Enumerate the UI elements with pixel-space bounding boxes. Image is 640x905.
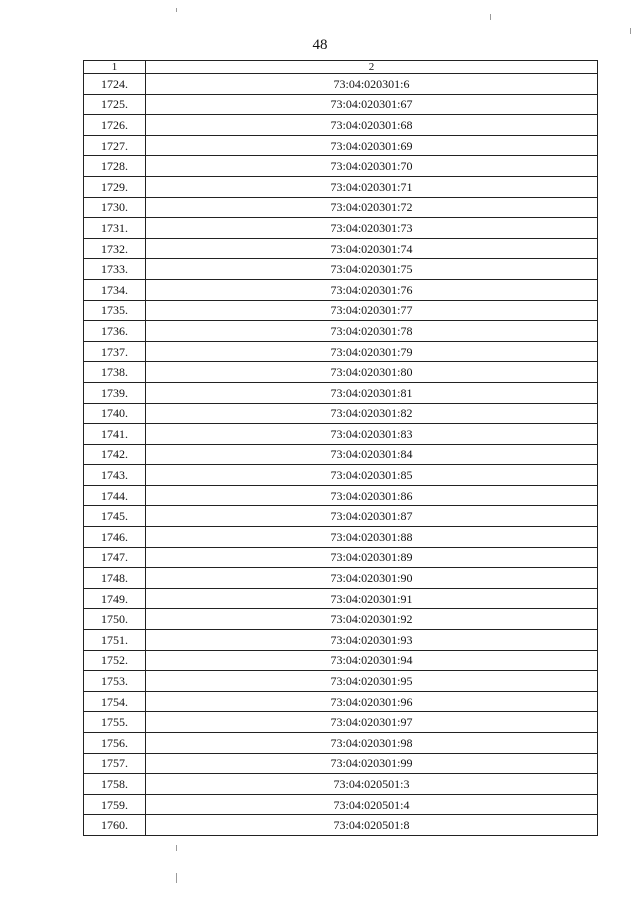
cadastral-number-cell: 73:04:020301:73 <box>146 218 598 239</box>
cadastral-number-cell: 73:04:020301:68 <box>146 115 598 136</box>
cadastral-number-cell: 73:04:020301:77 <box>146 300 598 321</box>
cadastral-number-cell: 73:04:020301:78 <box>146 321 598 342</box>
cadastral-number-cell: 73:04:020501:4 <box>146 794 598 815</box>
table-row <box>84 218 598 239</box>
row-number-cell: 1755. <box>84 712 146 733</box>
table-row <box>84 815 598 836</box>
cadastral-number-cell: 73:04:020301:80 <box>146 362 598 383</box>
row-number-cell: 1740. <box>84 403 146 424</box>
row-number-cell: 1734. <box>84 279 146 300</box>
table-row <box>84 321 598 342</box>
cadastral-number-cell: 73:04:020301:88 <box>146 527 598 548</box>
table-row <box>84 300 598 321</box>
table-row <box>84 197 598 218</box>
row-number-cell: 1741. <box>84 424 146 445</box>
row-number-cell: 1757. <box>84 753 146 774</box>
row-number-cell: 1756. <box>84 733 146 754</box>
row-number-cell: 1725. <box>84 94 146 115</box>
cadastral-number-cell: 73:04:020301:97 <box>146 712 598 733</box>
row-number-cell: 1758. <box>84 774 146 795</box>
table-row <box>84 259 598 280</box>
scan-speck <box>176 8 177 12</box>
table-row <box>84 115 598 136</box>
cadastral-number-cell: 73:04:020301:94 <box>146 650 598 671</box>
cadastral-number-cell: 73:04:020301:86 <box>146 485 598 506</box>
row-number-cell: 1729. <box>84 176 146 197</box>
table-row <box>84 671 598 692</box>
cadastral-number-cell: 73:04:020301:74 <box>146 238 598 259</box>
cadastral-number-cell: 73:04:020301:99 <box>146 753 598 774</box>
column-header-1: 1 <box>84 61 146 74</box>
row-number-cell: 1728. <box>84 156 146 177</box>
row-number-cell: 1749. <box>84 588 146 609</box>
row-number-cell: 1753. <box>84 671 146 692</box>
scan-speck <box>176 873 177 883</box>
row-number-cell: 1727. <box>84 135 146 156</box>
table-row <box>84 156 598 177</box>
cadastral-number-cell: 73:04:020301:67 <box>146 94 598 115</box>
cadastral-number-cell: 73:04:020301:82 <box>146 403 598 424</box>
scan-speck <box>630 28 631 34</box>
header-row <box>84 61 598 74</box>
row-number-cell: 1737. <box>84 341 146 362</box>
table-row <box>84 444 598 465</box>
cadastral-number-cell: 73:04:020301:71 <box>146 176 598 197</box>
table-row <box>84 362 598 383</box>
table-row <box>84 238 598 259</box>
table-row <box>84 527 598 548</box>
table-row <box>84 712 598 733</box>
cadastral-number-cell: 73:04:020301:84 <box>146 444 598 465</box>
row-number-cell: 1731. <box>84 218 146 239</box>
cadastral-number-cell: 73:04:020301:92 <box>146 609 598 630</box>
table-row <box>84 506 598 527</box>
table-row <box>84 691 598 712</box>
table-row <box>84 609 598 630</box>
row-number-cell: 1752. <box>84 650 146 671</box>
cadastral-number-cell: 73:04:020301:79 <box>146 341 598 362</box>
scan-speck <box>176 845 177 851</box>
cadastral-number-cell: 73:04:020301:85 <box>146 465 598 486</box>
row-number-cell: 1735. <box>84 300 146 321</box>
table-row <box>84 774 598 795</box>
cadastral-number-cell: 73:04:020301:87 <box>146 506 598 527</box>
table-row <box>84 176 598 197</box>
cadastral-number-cell: 73:04:020301:90 <box>146 568 598 589</box>
table-row <box>84 547 598 568</box>
row-number-cell: 1750. <box>84 609 146 630</box>
cadastral-number-cell: 73:04:020301:76 <box>146 279 598 300</box>
row-number-cell: 1730. <box>84 197 146 218</box>
cadastral-number-cell: 73:04:020301:6 <box>146 74 598 95</box>
cadastral-number-cell: 73:04:020501:3 <box>146 774 598 795</box>
cadastral-number-cell: 73:04:020301:91 <box>146 588 598 609</box>
row-number-cell: 1746. <box>84 527 146 548</box>
table-row <box>84 403 598 424</box>
cadastral-number-cell: 73:04:020301:72 <box>146 197 598 218</box>
cadastral-number-cell: 73:04:020501:8 <box>146 815 598 836</box>
row-number-cell: 1726. <box>84 115 146 136</box>
table-row <box>84 588 598 609</box>
row-number-cell: 1724. <box>84 74 146 95</box>
table-row <box>84 74 598 95</box>
row-number-cell: 1738. <box>84 362 146 383</box>
column-header-2: 2 <box>146 61 598 74</box>
row-number-cell: 1739. <box>84 382 146 403</box>
cadastral-number-cell: 73:04:020301:89 <box>146 547 598 568</box>
row-number-cell: 1748. <box>84 568 146 589</box>
row-number-cell: 1760. <box>84 815 146 836</box>
page-number: 48 <box>312 37 328 53</box>
row-number-cell: 1742. <box>84 444 146 465</box>
row-number-cell: 1733. <box>84 259 146 280</box>
table-row <box>84 794 598 815</box>
cadastral-number-cell: 73:04:020301:98 <box>146 733 598 754</box>
table-row <box>84 753 598 774</box>
table-row <box>84 733 598 754</box>
scan-speck <box>490 14 491 20</box>
row-number-cell: 1732. <box>84 238 146 259</box>
cadastral-number-cell: 73:04:020301:93 <box>146 630 598 651</box>
cadastral-number-cell: 73:04:020301:95 <box>146 671 598 692</box>
cadastral-numbers-table <box>83 60 598 836</box>
table-row <box>84 279 598 300</box>
cadastral-number-cell: 73:04:020301:81 <box>146 382 598 403</box>
table-body <box>84 74 598 836</box>
table-row <box>84 382 598 403</box>
cadastral-number-cell: 73:04:020301:69 <box>146 135 598 156</box>
row-number-cell: 1759. <box>84 794 146 815</box>
table-row <box>84 424 598 445</box>
row-number-cell: 1743. <box>84 465 146 486</box>
table-row <box>84 341 598 362</box>
row-number-cell: 1747. <box>84 547 146 568</box>
table-row <box>84 94 598 115</box>
row-number-cell: 1745. <box>84 506 146 527</box>
row-number-cell: 1754. <box>84 691 146 712</box>
table-header <box>84 61 598 74</box>
cadastral-number-cell: 73:04:020301:70 <box>146 156 598 177</box>
table-row <box>84 465 598 486</box>
row-number-cell: 1751. <box>84 630 146 651</box>
cadastral-number-cell: 73:04:020301:96 <box>146 691 598 712</box>
row-number-cell: 1744. <box>84 485 146 506</box>
table-row <box>84 485 598 506</box>
cadastral-number-cell: 73:04:020301:83 <box>146 424 598 445</box>
table-row <box>84 630 598 651</box>
table-row <box>84 568 598 589</box>
table-row <box>84 650 598 671</box>
table-row <box>84 135 598 156</box>
cadastral-number-cell: 73:04:020301:75 <box>146 259 598 280</box>
row-number-cell: 1736. <box>84 321 146 342</box>
